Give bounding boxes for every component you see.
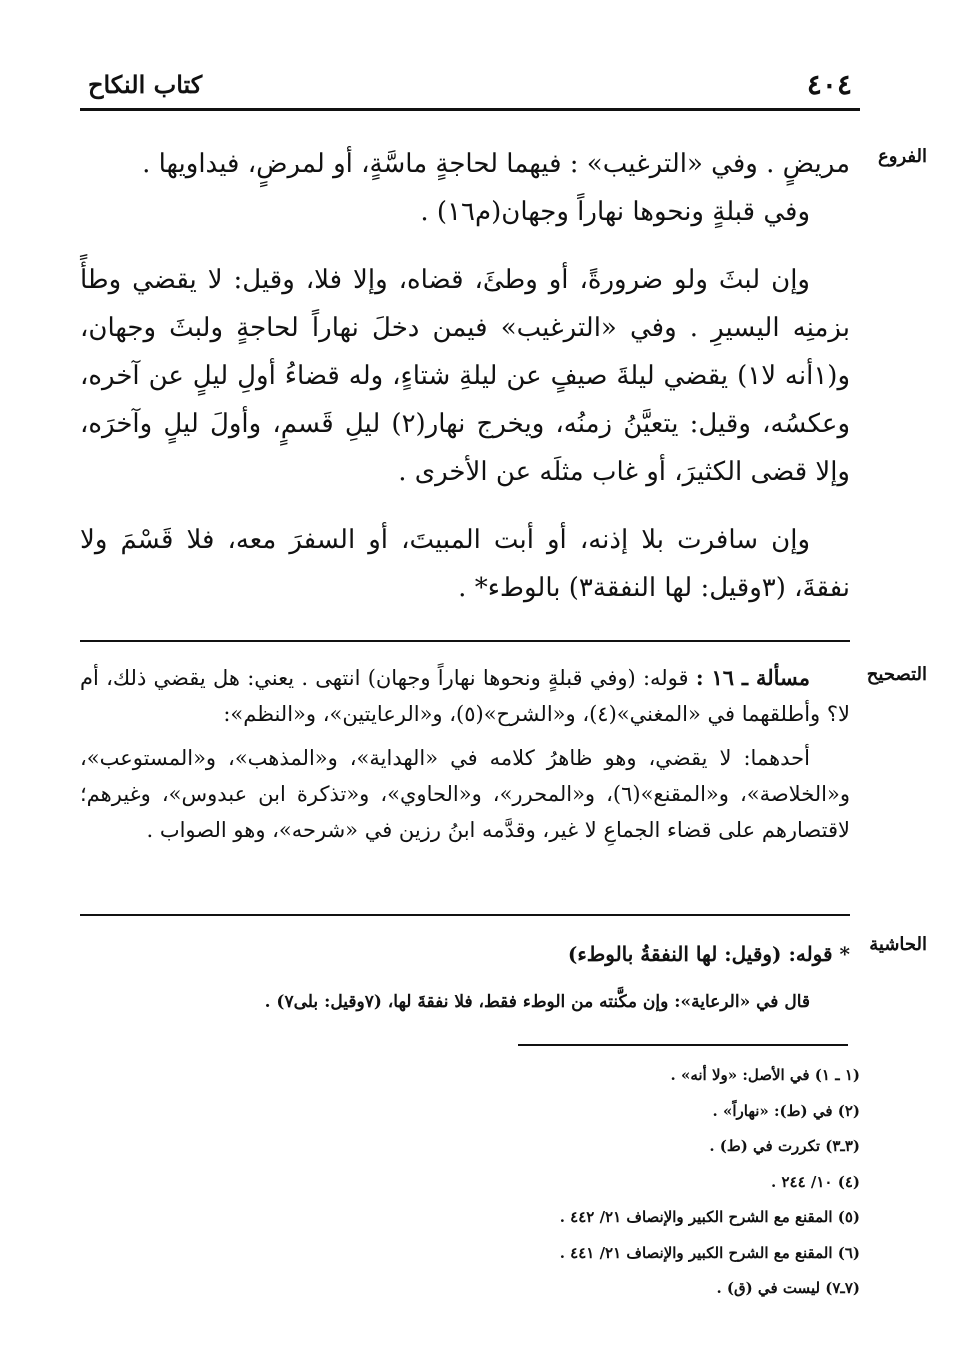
footnote: (٣ـ٣) تكررت في (ط) . [709,1137,860,1155]
page-header [80,64,860,104]
furu-line-1: مريضٍ . وفي «الترغيب» : فيهما لحاجةٍ ماسَّةٍ، أو لمرضٍ، فيداويها . [142,149,850,179]
label-tashih: التصحيح [866,664,927,685]
furu-line-2: وفي قبلةٍ ونحوها نهاراً وجهان(م١٦) . [420,197,810,227]
hashiya-heading: * قوله: (وقيل: لها النفقةُ بالوطء) [567,942,850,966]
tashih-section [80,660,850,848]
masala-lead: مسألة ـ ١٦ : [695,665,810,690]
label-furu: الفروع [878,146,927,167]
footnote-rule [518,1044,848,1046]
footnote: (٢) في (ط): «نهاراً» . [712,1101,860,1120]
footnote: (١ ـ ١) في الأصل: «ولا أنه» . [670,1066,860,1084]
tashih-paragraph-1 [80,660,850,732]
furu-paragraph-1: وإن لبثَ ولو ضرورةً، أو وطئَ، قضاه، وإلا فلا، وقيل: لا يقضي وطأً بزمنِه اليسيرِ . وفي «الترغيب» فيمن دخلَ نهاراً لحاجةٍ ولبثَ وجهان، و(١أنه لا١) يقضي ليلةَ صيفٍ عن ليلةِ شتاءٍ، وله قضاءُ أولِ ليلٍ عن آخره، وعكسُه، وقيل: يتعيَّنُ زمنُه، ويخرج نهار(٢) ليلِ قَسمٍ، وأولَ ليلٍ وآخرَه، وإلا قضى الكثيرَ، أو غاب مثلَه عن الأخرى . [80,265,851,487]
page-number: ٤٠٤ [806,68,852,101]
footnote: (٤) ١٠/ ٢٤٤ . [771,1172,860,1191]
footnote: (٧ـ٧) ليست في (ق) . [716,1279,860,1297]
tashih-text-1: قوله: (وفي قبلةٍ ونحوها نهاراً وجهان) انتهى . يعني: هل يقضي ذلك، أم لا؟ وأطلقهما في «المغني»(٤)، و«الشرح»(٥)، و«الرعايتين»، و«النظم»: [80,666,850,726]
label-hashiya: الحاشية [869,934,927,955]
header-rule [80,108,860,111]
hashiya-text: قال في «الرعاية»: وإن مكَّنته من الوطء فقط، فلا نفقةَ لها، (٧وقيل: بلى٧) . [264,992,810,1012]
section-divider [80,640,850,642]
footnotes [400,1058,860,1307]
section-divider [80,914,850,916]
footnote: (٦) المقنع مع الشرح الكبير والإنصاف ٢١/ ٤٤١ . [559,1243,860,1262]
hashiya-section [80,936,850,1018]
tashih-paragraph-2: أحدهما: لا يقضي، وهو ظاهرُ كلامه في «الهداية»، و«المذهب»، و«المستوعب»، و«الخلاصة»، و«المقنع»(٦)، و«المحرر»، و«الحاوي»، و«تذكرة ابن عبدوس»، وغيرهم؛ لاقتصارهم على قضاء الجماعِ لا غير، وقدَّمه ابنُ رزين في «شرحه»، وهو الصواب . [80,746,850,842]
furu-section [80,140,850,612]
running-title: كتاب النكاح [88,70,203,99]
footnote: (٥) المقنع مع الشرح الكبير والإنصاف ٢١/ ٤٤٢ . [559,1208,860,1226]
furu-paragraph-2: وإن سافرت بلا إذنه، أو أبت المبيتَ، أو السفرَ معه، فلا قَسْمَ ولا نفقةَ، (٣وقيل: لها النفقة٣) بالوطء* . [80,525,850,603]
